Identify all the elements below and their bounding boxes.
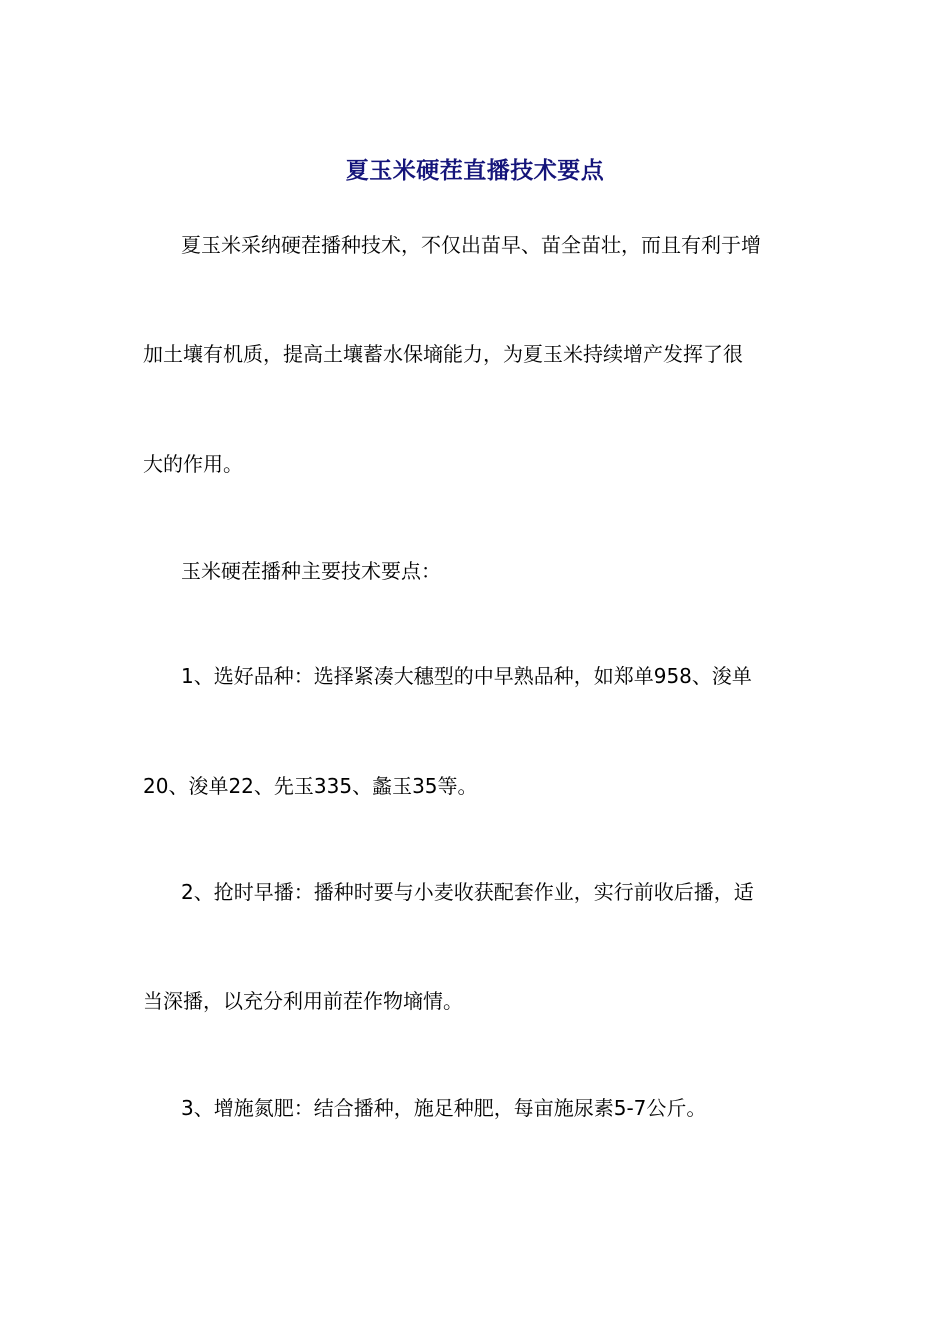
point-2-line-1: 2、抢时早播：播种时要与小麦收获配套作业，实行前收后播，适 [181, 880, 754, 904]
paragraph-intro-line-2: 加土壤有机质，提高土壤蓄水保墒能力，为夏玉米持续增产发挥了很 [143, 342, 743, 366]
document-title: 夏玉米硬茬直播技术要点 [345, 158, 605, 184]
point-1-line-2: 20、浚单22、先玉335、蠡玉35等。 [143, 774, 478, 798]
point-3-line-1: 3、增施氮肥：结合播种，施足种肥，每亩施尿素5-7公斤。 [181, 1096, 707, 1120]
paragraph-intro-line-1: 夏玉米采纳硬茬播种技术，不仅出苗早、苗全苗壮，而且有利于增 [181, 233, 761, 257]
paragraph-intro-line-3: 大的作用。 [143, 452, 243, 476]
point-2-line-2: 当深播，以充分利用前茬作物墒情。 [143, 989, 463, 1013]
section-heading: 玉米硬茬播种主要技术要点： [181, 559, 441, 583]
point-1-line-1: 1、选好品种：选择紧凑大穗型的中早熟品种，如郑单958、浚单 [181, 664, 752, 688]
